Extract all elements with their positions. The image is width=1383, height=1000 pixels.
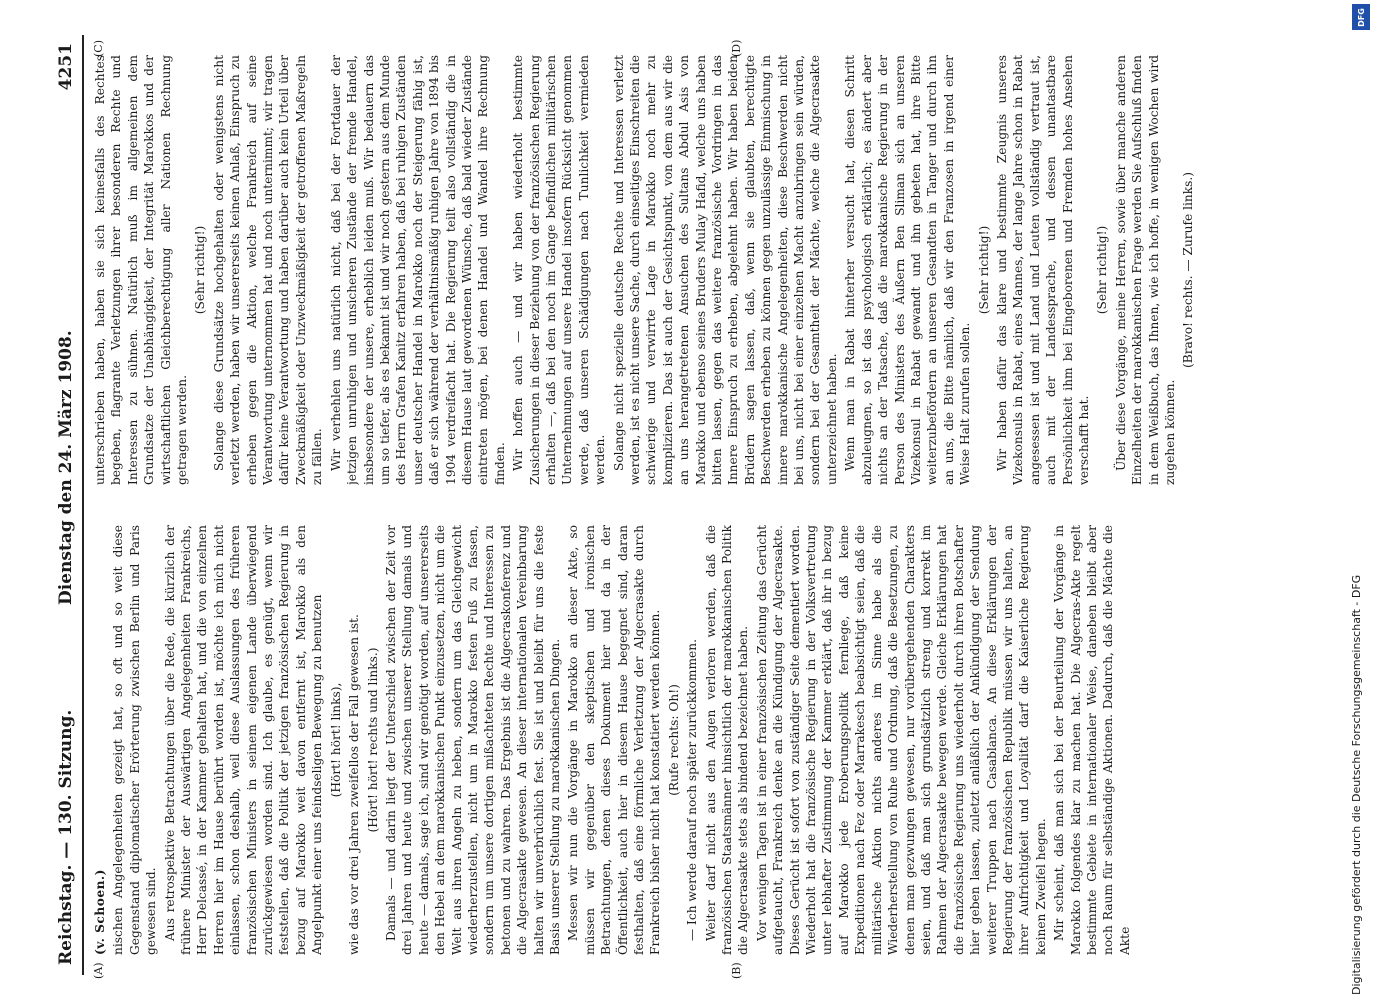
interjection: (Hört! hört! rechts und links.): [365, 647, 380, 833]
paragraph: unterschrieben haben, haben sie sich keinesfalls des Rechtes begeben, flagrante Verletzungen ihrer besonderen Rechte und Interessen zu sühnen. Natürlich muß im allgemeinen dem Grundsatze der Unabhängigkeit, der Integrität Marokkos und der wirtschaftlichen Gleichberechtigung aller Nationen Rechnung getragen werden.: [93, 55, 190, 485]
paragraph: wie das vor drei Jahren zweifellos der Fall gewesen ist.: [347, 614, 362, 955]
paragraph: Messen wir nun die Vorgänge in Marokko an dieser Akte, so müssen wir gegenüber den skeptischen und ironischen Betrachtungen, denen dieses Dokument hier und da in der Öffentlichkeit, auch hier in diesem Hause begegnet sind, daran festhalten, daß eine förmliche Verletzung der Algecrasakte durch Frankreich bisher nicht hat konstatiert werden können.: [566, 525, 663, 955]
page-number: 4251: [56, 43, 76, 91]
interjection: (Bravo! rechts. — Zurufe links.): [1181, 172, 1196, 368]
interjection: (Hört! hört! links),: [328, 682, 343, 798]
header-date: Dienstag den 24. März 1908.: [56, 330, 76, 605]
margin-marker-c: (C): [92, 40, 105, 57]
interjection: (Sehr richtig!): [976, 225, 991, 315]
paragraph: Wir haben dafür das klare und bestimmte Zeugnis unseres Vizekonsuls in Rabat, eines Mannes, der lange Jahre schon in Rabat angesessen ist und mit Land und Leuten vollständig vertraut ist, auch mit der Landessprache, und dessen unantastbare Persönlichkeit ihm bei Eingeborenen und Fremden hohes Ansehen verschafft hat.: [994, 55, 1091, 485]
paragraph: Wir hoffen auch — und wir haben wiederholt bestimmte Zusicherungen in dieser Beziehung von der französischen Regierung erhalten —, daß bei den noch im Gange befindlichen militärischen Unternehmungen auf unsere Handel insofern Rücksicht genommen werde, daß unseren Schädigungen nach Tunlichkeit vermieden werden.: [511, 55, 608, 485]
interjection: (Sehr richtig!): [193, 225, 208, 315]
interjection: (Rufe rechts: Oh!): [666, 684, 681, 796]
page-header: [50, 35, 84, 975]
header-session-title: Reichstag. — 130. Sitzung.: [56, 709, 76, 965]
margin-marker-b: (B): [730, 962, 743, 979]
margin-marker-a: (A): [92, 962, 105, 979]
margin-marker-d: (D): [730, 39, 743, 57]
speaker-label: (v. Schoen.): [93, 869, 107, 955]
digitization-credit: [1350, 0, 1380, 1000]
credit-text: Digitalisierung gefördert durch die Deutsche Forschungsgemeinschaft - DFG: [1350, 574, 1363, 995]
paragraph: Wenn man in Rabat hinterher versucht hat, diesen Schritt abzuleugnen, so ist das psychologisch erklärlich; es ändert aber nichts an der Tatsache, daß die marokkanische Regierung in der Person des Ministers des Äußern Ben Sliman sich an unseren Vizekonsul in Rabat gewandt und ihn gebeten hat, ihre Bitte weiterzubefördern an unseren Gesandten in Tanger und durch ihn an uns, die Bitte nämlich, daß wir den Franzosen in irgend einer Weise Halt zurufen sollen.: [843, 55, 973, 485]
dfg-logo: DFG: [1352, 4, 1370, 30]
paragraph: Wir verhehlen uns natürlich nicht, daß bei der Fortdauer der jetzigen unruhigen und unsicheren Zustände der fremde Handel, insbesondere der unsere, erheblich leiden muß. Wir bedauern das um so tiefer, als es bekannt ist und wir noch gestern aus dem Munde des Herrn Grafen Kanitz erfahren haben, daß bei ruhigen Zuständen unser deutscher Handel in Marokko noch der Steigerung fähig ist, daß er sich während der verhältnismäßig ruhigen Jahre von 1894 bis 1904 verdreifacht hat. Die Regierung teilt also vollständig die in diesem Hause laut gewordenen Wünsche, daß bald wieder Zustände eintreten mögen, bei denen Handel und Wandel ihre Rechnung finden.: [328, 55, 507, 485]
paragraph: Vor wenigen Tagen ist in einer französischen Zeitung das Gerücht aufgetaucht, Frankreich denke an die Kündigung der Algecrasakte. Dieses Gerücht ist sofort von zuständiger Seite dementiert worden. Wiederholt hat die französische Regierung in der Volksvertretung unter lebhafter Zustimmung der Kammer erklärt, daß ihr in bezug auf Marokko jede Eroberungspolitik fernliege, daß keine Expeditionen nach Fez oder Marrakesch beabsichtigt seien, daß die militärische Aktion nichts anderes im Sinne habe als die Wiederherstellung von Ruhe und Ordnung, daß die Besetzungen, zu denen man gezwungen gewesen, nur vorübergehenden Charakters seien, und daß man sich grundsätzlich streng und korrekt im Rahmen der Algecrasakte bewegen werde. Gleiche Erklärungen hat die französische Regierung uns wiederholt durch ihren Botschafter hier geben lassen, zuletzt anläßlich der Ankündigung der Sendung weiterer Truppen nach Casablanca. An diese Erklärungen der Regierung der französischen Republik müssen wir uns halten, an ihrer Aufrichtigkeit und Loyalität darf die Kaiserliche Regierung keinen Zweifel hegen.: [754, 525, 1048, 955]
paragraph: Mir scheint, daß man sich bei der Beurteilung der Vorgänge in Marokko folgendes klar zu machen hat. Die Algecras-Akte regelt bestimmte Gebiete in internationaler Weise, daneben bleibt aber noch Raum für selbständige Aktionen. Dadurch, daß die Mächte die Akte: [1052, 525, 1132, 955]
paragraph: Aus retrospektive Betrachtungen über die Rede, die kürzlich der frühere Minister der Auswärtigen Angelegenheiten Frankreichs, Herr Delcassé, in der Kammer gehalten hat, und die von einzelnen Herren hier im Hause berührt worden ist, möchte ich mich nicht einlassen, schon deshalb, weil diese Auslassungen des früheren französischen Ministers in seinem eigenen Lande überwiegend zurückgewiesen worden sind. Ich glaube, es genügt, wenn wir feststellen, daß die Politik der jetzigen französischen Regierung in bezug auf Marokko weit davon entfernt ist, Marokko als den Angelpunkt einer uns feindseligen Bewegung zu benutzen: [162, 525, 325, 955]
text-column-left: [92, 525, 1332, 955]
paragraph: — Ich werde darauf noch später zurückkommen.: [685, 639, 700, 941]
interjection: (Sehr richtig!): [1095, 225, 1110, 315]
paragraph: Über diese Vorgänge, meine Herren, sowie über manche anderen Einzelheiten der marokkanischen Frage werden Sie Aufschluß finden in dem Weißbuch, das Ihnen, wie ich hoffe, in wenigen Wochen wird zugehen können.: [1113, 55, 1177, 485]
paragraph: nischen Angelegenheiten gezeigt hat, so oft und so weit diese Gegenstand diplomatischer Erörterung zwischen Berlin und Paris gewesen sind.: [111, 525, 159, 955]
paragraph: Damals — und darin liegt der Unterschied zwischen der Zeit vor drei Jahren und heute und zwischen unserer Stellung damals und heute — damals, sage ich, sind wir genötigt worden, auf unsererseits den Hebel an dem marokkanischen Punkt einzusetzen, nicht um die Welt aus ihren Angeln zu heben, sondern um das Gleichgewicht wiederherzustellen, nicht um in Marokko festen Fuß zu fassen, sondern um unsere dortigen mißachteten Rechte und Interessen zu betonen und zu wahren. Das Ergebnis ist die Algecraskonferenz und die Algecrasakte gewesen. An dieser internationalen Vereinbarung halten wir unverbrüchlich fest. Sie ist und bleibt für uns die feste Basis unserer Stellung zu marokkanischen Dingen.: [383, 525, 562, 955]
text-column-right: [92, 55, 1332, 485]
rotated-page: [50, 35, 1350, 979]
header-rule: [82, 35, 84, 975]
paragraph: Weiter darf nicht aus den Augen verloren werden, daß die französischen Staatsmänner hinsichtlich der marokkanischen Politik die Algecrasakte stets als bindend bezeichnet haben.: [703, 525, 751, 955]
paragraph: Solange nicht spezielle deutsche Rechte und Interessen verletzt werden, ist es nicht unsere Sache, durch einseitiges Einschreiten die schwierige und verwirrte Lage in Marokko noch mehr zu komplizieren. Das ist auch der Gesichtspunkt, von dem aus wir die an uns herangetretenen Ansuchen des Sultans Abdul Asis von Marokko und ebenso seines Bruders Mulay Hafid, welche uns haben bitten lassen, gegen das weitere französische Vordringen in das Innere Einspruch zu erheben, abgelehnt haben. Wir haben beiden Brüdern sagen lassen, daß, wenn sie glaubten, berechtigte Beschwerden erheben zu können gegen unzulässige Einmischung in innere marokkanische Angelegenheiten, diese Beschwerden nicht bei uns, nicht bei einer einzelnen Macht anzubringen sein würden, sondern bei der Gesamtheit der Mächte, welche die Algecrasakte unterzeichnet haben.: [611, 55, 839, 485]
paragraph: Solange diese Grundsätze hochgehalten oder wenigstens nicht verletzt werden, haben wir unsererseits keinen Anlaß, Einspruch zu erheben gegen die Aktion, welche Frankreich auf seine Verantwortung unternommen hat und noch unternimmt; wir tragen dafür keine Verantwortung und haben darüber auch kein Urteil über Zweckmäßigkeit oder Unzweckmäßigkeit der getroffenen Maßregeln zu fällen.: [211, 55, 325, 485]
